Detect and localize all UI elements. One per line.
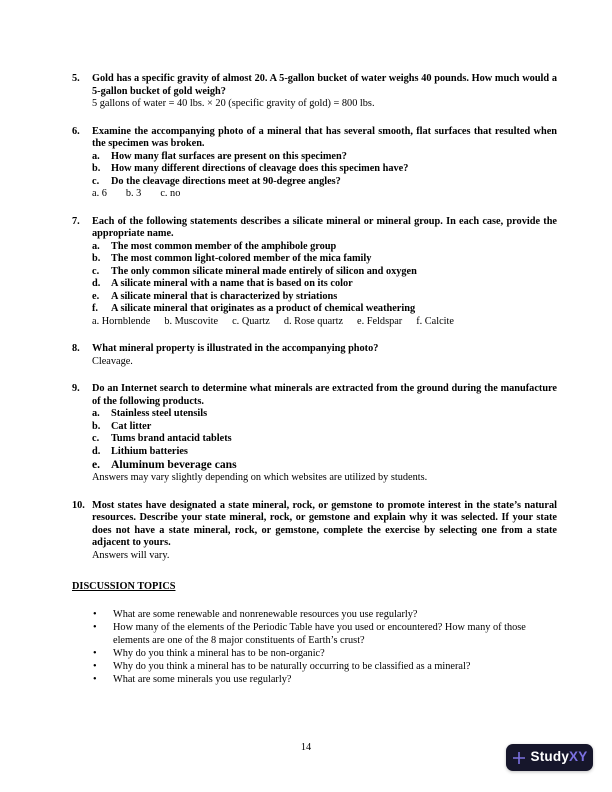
plus-icon bbox=[512, 751, 526, 765]
answer-option: a. 6 bbox=[92, 188, 107, 199]
question-subitem bbox=[92, 163, 557, 176]
subitem-text: Stainless steel utensils bbox=[111, 408, 208, 419]
answer-option: b. 3 bbox=[125, 188, 142, 199]
subitem-text: Lithium batteries bbox=[111, 445, 188, 457]
question-6 bbox=[72, 126, 557, 201]
bullet-text: What are some renewable and nonrenewable resources you use regularly? bbox=[113, 608, 418, 620]
question-subitem bbox=[92, 151, 557, 164]
page-content bbox=[72, 73, 557, 686]
question-5 bbox=[72, 73, 557, 111]
question-subitem bbox=[92, 266, 557, 279]
question-text: Most states have designated a state mineral, rock, or gemstone to promote interest in the state’s natural resources. Describe your state mineral, rock, or gemstone and explain why it was selected. If your state does not have a state mineral, rock, or gemstone, complete the exercise by selecting one from a state adjacent to yours. bbox=[92, 499, 557, 548]
question-number: 9. bbox=[72, 383, 80, 394]
question-number: 6. bbox=[72, 125, 80, 137]
answer-text: Answers will vary. bbox=[92, 549, 170, 561]
question-text: Each of the following statements describes a silicate mineral or mineral group. In each case, provide the appropriate name. bbox=[92, 215, 557, 239]
discussion-bullet bbox=[72, 621, 557, 647]
answer-option: a. Hornblende bbox=[92, 315, 151, 327]
question-text: Do an Internet search to determine what minerals are extracted from the ground during the manufacture of the following products. bbox=[92, 383, 557, 407]
question-8 bbox=[72, 343, 557, 368]
subitem-letter: c. bbox=[92, 175, 100, 187]
answer-text: Answers may vary slightly depending on which websites are utilized by students. bbox=[92, 472, 428, 483]
discussion-bullet bbox=[72, 660, 557, 673]
subitem-letter: c. bbox=[92, 433, 100, 444]
answer-option: e. Feldspar bbox=[357, 315, 403, 327]
subitem-text: A silicate mineral with a name that is based on its color bbox=[111, 278, 353, 289]
question-text: What mineral property is illustrated in the accompanying photo? bbox=[92, 343, 379, 354]
bullet-text: What are some minerals you use regularly? bbox=[113, 673, 292, 685]
discussion-bullet bbox=[72, 608, 557, 621]
answer-option: f. Calcite bbox=[416, 315, 454, 327]
question-text: Examine the accompanying photo of a mineral that has several smooth, flat surfaces that resulted when the specimen was broken. bbox=[92, 125, 557, 149]
subitem-letter: a. bbox=[92, 240, 100, 252]
discussion-bullet bbox=[72, 647, 557, 660]
question-subitem bbox=[92, 408, 557, 421]
subitem-letter: a. bbox=[92, 150, 100, 162]
question-subitem bbox=[92, 458, 557, 472]
question-7 bbox=[72, 216, 557, 329]
answer-options-row bbox=[92, 316, 557, 329]
answer-options-row bbox=[92, 188, 557, 201]
question-text: Gold has a specific gravity of almost 20. A 5-gallon bucket of water weighs 40 pounds. How much would a 5-gallon bucket of gold weigh? bbox=[92, 73, 557, 97]
page-number: 14 bbox=[300, 742, 312, 753]
subitem-letter: d. bbox=[92, 278, 101, 289]
bullet-text: How many of the elements of the Periodic Table have you used or encountered? How many of those elements are one of the 8 major constituents of Earth’s crust? bbox=[113, 621, 526, 646]
subitem-text: A silicate mineral that is characterized by striations bbox=[111, 290, 338, 302]
question-subitem bbox=[92, 278, 557, 291]
answer-option: d. Rose quartz bbox=[283, 315, 344, 327]
answer-option: b. Muscovite bbox=[164, 315, 219, 327]
bullet-text: Why do you think a mineral has to be naturally occurring to be classified as a mineral? bbox=[113, 660, 471, 672]
subitem-letter: e. bbox=[92, 290, 100, 302]
question-number: 7. bbox=[72, 215, 80, 227]
bullet-icon bbox=[93, 660, 113, 673]
subitem-text: The only common silicate mineral made entirely of silicon and oxygen bbox=[111, 265, 417, 277]
subitem-letter: b. bbox=[92, 253, 101, 264]
subitem-text: Aluminum beverage cans bbox=[111, 458, 237, 471]
question-subitem bbox=[92, 433, 557, 446]
subitem-text: A silicate mineral that originates as a product of chemical weathering bbox=[111, 303, 416, 314]
question-9 bbox=[72, 383, 557, 485]
subitem-letter: b. bbox=[92, 163, 101, 174]
question-subitem bbox=[92, 253, 557, 266]
question-number: 5. bbox=[72, 73, 80, 84]
discussion-topics-heading: DISCUSSION TOPICS bbox=[72, 581, 176, 592]
bullet-text: Why do you think a mineral has to be non-organic? bbox=[113, 647, 325, 659]
logo-text bbox=[531, 751, 588, 764]
bullet-icon bbox=[93, 621, 113, 647]
question-10 bbox=[72, 500, 557, 563]
answer-text: Cleavage. bbox=[92, 355, 133, 367]
question-subitem bbox=[92, 421, 557, 434]
answer-option: c. no bbox=[160, 188, 181, 199]
subitem-letter: f. bbox=[92, 303, 99, 314]
question-subitem bbox=[92, 446, 557, 459]
question-number: 8. bbox=[72, 343, 80, 354]
subitem-text: Cat litter bbox=[111, 420, 152, 432]
discussion-bullet bbox=[72, 673, 557, 686]
answer-text: 5 gallons of water = 40 lbs. × 20 (specific gravity of gold) = 800 lbs. bbox=[92, 98, 375, 109]
question-subitem bbox=[92, 291, 557, 304]
question-subitem bbox=[92, 241, 557, 254]
question-subitem bbox=[92, 303, 557, 316]
bullet-icon bbox=[93, 673, 113, 686]
discussion-bullet-list bbox=[72, 608, 557, 686]
logo-text-xy: XY bbox=[569, 749, 588, 765]
subitem-text: The most common member of the amphibole group bbox=[111, 240, 337, 252]
logo-text-study: Study bbox=[530, 749, 570, 765]
studyxy-logo bbox=[506, 744, 593, 771]
subitem-text: How many flat surfaces are present on this specimen? bbox=[111, 150, 347, 162]
subitem-text: How many different directions of cleavage does this specimen have? bbox=[111, 163, 409, 174]
subitem-letter: e. bbox=[92, 458, 101, 471]
subitem-text: Tums brand antacid tablets bbox=[111, 433, 232, 444]
subitem-letter: b. bbox=[92, 420, 101, 432]
subitem-letter: d. bbox=[92, 445, 101, 457]
question-subitem bbox=[92, 176, 557, 189]
bullet-icon bbox=[93, 608, 113, 621]
subitem-letter: c. bbox=[92, 265, 100, 277]
bullet-icon bbox=[93, 647, 113, 660]
subitem-text: Do the cleavage directions meet at 90-degree angles? bbox=[111, 175, 341, 187]
answer-option: c. Quartz bbox=[232, 315, 270, 327]
subitem-letter: a. bbox=[92, 408, 100, 419]
question-number: 10. bbox=[72, 499, 85, 511]
subitem-text: The most common light-colored member of the mica family bbox=[111, 253, 372, 264]
